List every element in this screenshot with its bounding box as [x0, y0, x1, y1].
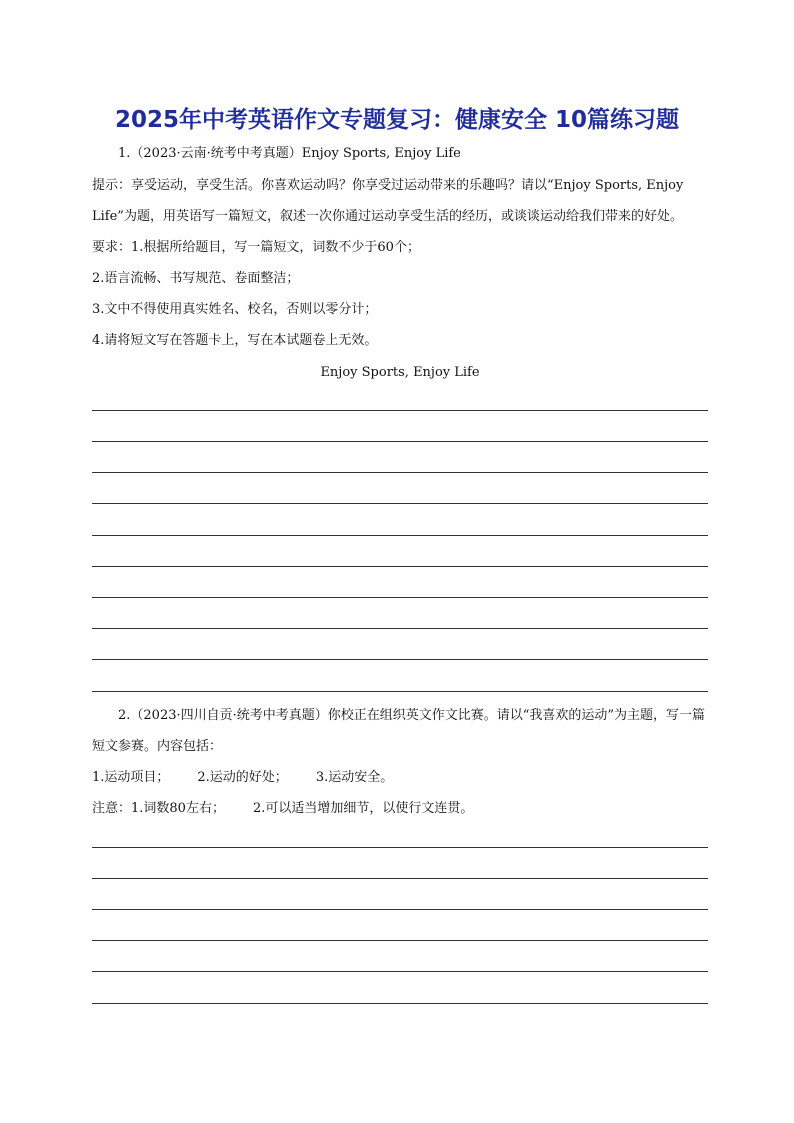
page-title: 2025年中考英语作文专题复习：健康安全 10篇练习题 — [114, 107, 680, 133]
q1-requirement-4: 4.请将短文写在答题卡上，写在本试题卷上无效。 — [92, 333, 378, 348]
answer-line — [92, 940, 708, 941]
q1-requirement-2: 2.语言流畅、书写规范、卷面整洁； — [92, 271, 300, 286]
answer-line — [92, 659, 708, 660]
q1-header: 1.（2023·云南·统考中考真题）Enjoy Sports, Enjoy Life — [118, 146, 461, 161]
q2-note-2: 2.可以适当增加细节，以使行文连贯。 — [252, 801, 474, 816]
q2-content-items — [92, 762, 708, 793]
answer-line — [92, 566, 708, 567]
answer-line — [92, 971, 708, 972]
answer-line — [92, 503, 708, 504]
q2-item-3: 3.运动安全。 — [315, 770, 394, 785]
q2-notes — [92, 793, 708, 824]
answer-line — [92, 878, 708, 879]
answer-line — [92, 410, 708, 411]
answer-line — [92, 909, 708, 910]
answer-line — [92, 691, 708, 692]
answer-line — [92, 472, 708, 473]
q1-requirement-3: 3.文中不得使用真实姓名、校名，否则以零分计； — [92, 302, 378, 317]
q2-header: 2.（2023·四川自贡·统考中考真题）你校正在组织英文作文比赛。请以“我喜欢的运动”为主题，写一篇短文参赛。内容包括： — [92, 708, 706, 754]
q1-essay-title: Enjoy Sports, Enjoy Life — [320, 365, 480, 380]
q1-requirement-1: 要求：1.根据所给题目，写一篇短文，词数不少于60个； — [92, 240, 420, 255]
answer-line — [92, 441, 708, 442]
q2-item-2: 2.运动的好处； — [197, 770, 288, 785]
q2-item-1: 1.运动项目； — [92, 770, 170, 785]
answer-line — [92, 628, 708, 629]
answer-line — [92, 535, 708, 536]
answer-line — [92, 1003, 708, 1004]
answer-line — [92, 597, 708, 598]
q1-hint: 提示：享受运动，享受生活。你喜欢运动吗？你享受过运动带来的乐趣吗？请以“Enjoy Sports, Enjoy Life”为题，用英语写一篇短文，叙述一次你通过运动享受生活的经历，或谈谈运动给我们带来的好处。 — [92, 178, 684, 224]
q2-note-1: 注意：1.词数80左右； — [92, 801, 225, 816]
answer-line — [92, 847, 708, 848]
